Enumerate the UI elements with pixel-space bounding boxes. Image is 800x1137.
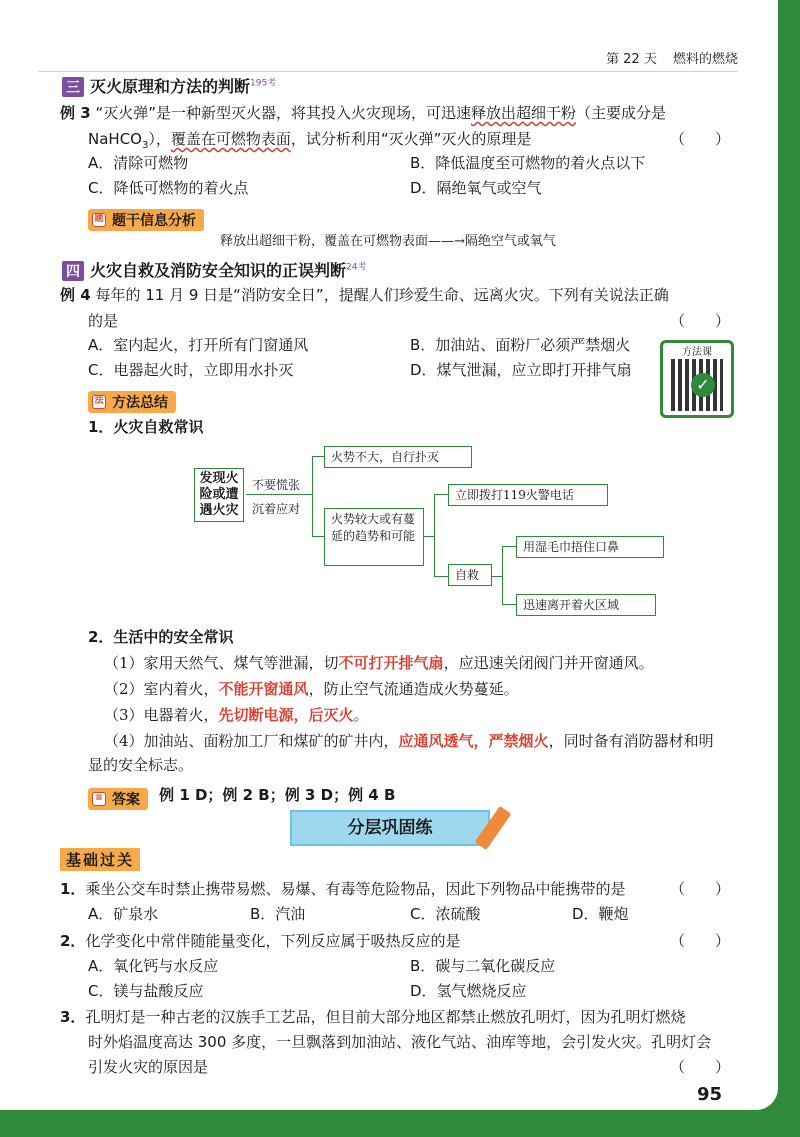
question-2-option-b: B．碳与二氧化碳反应 bbox=[410, 957, 556, 975]
qr-code-card[interactable] bbox=[660, 340, 734, 418]
tree-branch-h1 bbox=[312, 456, 324, 457]
tree-branch-h2 bbox=[312, 536, 324, 537]
example-3-option-a: A．清除可燃物 bbox=[88, 154, 189, 172]
question-3-label: 3． bbox=[60, 1008, 86, 1026]
tree-call-119: 立即拨打119火警电话 bbox=[448, 484, 608, 506]
example-3-text2b: ）， bbox=[148, 130, 171, 148]
section-4-count: 24考 bbox=[346, 262, 367, 273]
example-4-text1: 每年的 11 月 9 日是“消防安全日”，提醒人们珍爱生命、远离火灾。下列有关说法正确 bbox=[95, 286, 669, 304]
question-2-text: 化学变化中常伴随能量变化，下列反应属于吸热反应的是 bbox=[85, 932, 461, 950]
section-3-title bbox=[62, 74, 276, 97]
safety-item-2-a: （2）室内着火， bbox=[104, 680, 219, 698]
formula-base: NaHCO bbox=[88, 130, 142, 148]
example-3-option-b: B．降低温度至可燃物的着火点以下 bbox=[410, 154, 646, 172]
example-4-line2: 的是 bbox=[88, 312, 119, 330]
section-3-text: 灭火原理和方法的判断 bbox=[90, 77, 251, 96]
question-3-answer-blank: （ ） bbox=[669, 1058, 730, 1076]
question-1-label: 1． bbox=[60, 880, 86, 898]
header-day: 第 22 天 bbox=[606, 52, 657, 67]
safety-item-3-a: （3）电器着火， bbox=[104, 706, 219, 724]
example-4-option-c: C．电器起火时，立即用水扑灭 bbox=[88, 361, 294, 379]
section-3-badge: 三 bbox=[62, 77, 84, 97]
tree-branch-h7 bbox=[502, 546, 516, 547]
analysis-icon: 题 bbox=[92, 213, 106, 227]
safety-item-2-key: 不能开窗通风 bbox=[218, 680, 309, 698]
example-3-text2c: ，试分析利用“灭火弹”灭火的原理是 bbox=[290, 130, 532, 148]
safety-item-3-b: 。 bbox=[353, 706, 369, 724]
question-2-option-a: A．氧化钙与水反应 bbox=[88, 957, 219, 975]
tree-mid-2: 沉着应对 bbox=[252, 502, 301, 516]
method-tag bbox=[88, 388, 176, 413]
tree-branch-v3 bbox=[502, 546, 503, 604]
example-4-line1 bbox=[60, 284, 750, 306]
answer-text: 例 1 D；例 2 B；例 3 D；例 4 B bbox=[159, 786, 396, 804]
question-1-option-a: A．矿泉水 bbox=[88, 905, 159, 923]
question-1-option-b: B．汽油 bbox=[250, 905, 306, 923]
example-3-option-c: C．降低可燃物的着火点 bbox=[88, 179, 249, 197]
safety-item-4 bbox=[104, 730, 714, 752]
question-1-answer-blank: （ ） bbox=[669, 880, 730, 898]
tree-towel: 用湿毛巾捂住口鼻 bbox=[516, 536, 664, 558]
safety-item-1-key: 不可打开排气扇 bbox=[338, 654, 444, 672]
safety-item-1-a: （1）家用天然气、煤气等泄漏，切 bbox=[104, 654, 339, 672]
analysis-text: 释放出超细干粉，覆盖在可燃物表面——→隔绝空气或氧气 bbox=[220, 234, 556, 249]
method-heading-2: 2．生活中的安全常识 bbox=[88, 628, 234, 646]
tree-leave: 迅速离开着火区域 bbox=[516, 594, 656, 616]
qr-label: 方法课 bbox=[682, 347, 712, 358]
question-1-text: 乘坐公交车时禁止携带易燃、易爆、有毒等危险物品，因此下列物品中能携带的是 bbox=[85, 880, 626, 898]
example-3-line1 bbox=[60, 102, 750, 124]
example-3-highlight1: 释放出超细干粉 bbox=[471, 104, 577, 122]
tree-root: 发现火险或遭遇火灾 bbox=[194, 468, 244, 522]
example-4-answer-blank: （ ） bbox=[669, 312, 730, 330]
example-3-highlight2: 覆盖在可燃物表面 bbox=[170, 130, 291, 148]
tree-branch-h3 bbox=[424, 536, 434, 537]
tree-big-fire: 火势较大或有蔓延的趋势和可能 bbox=[324, 508, 424, 566]
tree-self-rescue: 自救 bbox=[448, 564, 492, 586]
tree-mid-1: 不要慌张 bbox=[252, 478, 301, 492]
answer-row bbox=[88, 784, 395, 810]
safety-item-1-b: ，应迅速关闭阀门并开窗通风。 bbox=[443, 654, 654, 672]
tree-branch-h5 bbox=[434, 576, 448, 577]
safety-item-1 bbox=[104, 652, 654, 674]
question-2 bbox=[60, 930, 670, 952]
question-2-option-c: C．镁与盐酸反应 bbox=[88, 982, 204, 1000]
question-2-label: 2． bbox=[60, 932, 86, 950]
question-1-option-c: C．浓硫酸 bbox=[410, 905, 481, 923]
example-4-label: 例 4 bbox=[60, 286, 91, 304]
question-3-text1: 孔明灯是一种古老的汉族手工艺品，但目前大部分地区都禁止燃放孔明灯，因为孔明灯燃烧 bbox=[85, 1008, 686, 1026]
analysis-tag bbox=[88, 206, 204, 231]
header-topic: 燃料的燃烧 bbox=[672, 52, 738, 67]
safety-item-3 bbox=[104, 704, 369, 726]
formula-sub: 3 bbox=[141, 140, 149, 151]
method-heading-1: 1．火灾自救常识 bbox=[88, 418, 204, 436]
section-3-count: 195考 bbox=[250, 78, 277, 89]
safety-item-4-cont: 显的安全标志。 bbox=[88, 756, 194, 774]
example-4-option-d: D．煤气泄漏，应立即打开排气扇 bbox=[410, 361, 632, 379]
question-2-option-d: D．氢气燃烧反应 bbox=[410, 982, 527, 1000]
question-3-line3: 引发火灾的原因是 bbox=[88, 1058, 209, 1076]
example-3-text1-end: （主要成分是 bbox=[576, 104, 667, 122]
example-3-answer-blank: （ ） bbox=[669, 130, 730, 148]
tree-small-fire: 火势不大，自行扑灭 bbox=[324, 446, 472, 468]
section-4-text: 火灾自救及消防安全知识的正误判断 bbox=[90, 261, 347, 280]
question-1-option-d: D．鞭炮 bbox=[572, 905, 629, 923]
example-4-option-a: A．室内起火，打开所有门窗通风 bbox=[88, 336, 309, 354]
safety-item-2-b: ，防止空气流通造成火势蔓延。 bbox=[308, 680, 519, 698]
method-tag-label: 方法总结 bbox=[112, 395, 168, 411]
safety-item-2 bbox=[104, 678, 519, 700]
safety-item-3-key: 先切断电源，后灭火 bbox=[218, 706, 354, 724]
example-3-label: 例 3 bbox=[60, 104, 91, 122]
safety-item-4-b: ，同时备有消防器材和明 bbox=[548, 732, 714, 750]
example-3-option-d: D．隔绝氧气或空气 bbox=[410, 179, 542, 197]
section-4-title bbox=[62, 258, 366, 281]
layered-practice-banner: 分层巩固练 bbox=[290, 810, 490, 846]
question-3-line2: 时外焰温度高达 300 多度，一旦飘落到加油站、液化气站、油库等地，会引发火灾。孔明灯会 bbox=[88, 1033, 712, 1051]
tree-connector-root bbox=[246, 494, 312, 495]
question-3-line1 bbox=[60, 1006, 750, 1028]
page-number: 95 bbox=[696, 1084, 722, 1105]
basic-level-tag: 基础过关 bbox=[60, 848, 140, 871]
calendar-icon: ≡ bbox=[92, 792, 106, 806]
safety-item-4-key: 应通风透气，严禁烟火 bbox=[398, 732, 549, 750]
tree-branch-h6 bbox=[492, 576, 502, 577]
answer-tag-label: 答案 bbox=[112, 792, 140, 808]
analysis-tag-label: 题干信息分析 bbox=[112, 213, 196, 229]
example-4-option-b: B．加油站、面粉厂必须严禁烟火 bbox=[410, 336, 631, 354]
section-4-badge: 四 bbox=[62, 261, 84, 281]
safety-item-4-a: （4）加油站、面粉加工厂和煤矿的矿井内， bbox=[104, 732, 399, 750]
method-icon: 法 bbox=[92, 395, 106, 409]
example-3-text1: “灭火弹”是一种新型灭火器，将其投入火灾现场，可迅速 bbox=[95, 104, 471, 122]
tree-branch-v1 bbox=[312, 456, 313, 536]
checkmark-icon: ✓ bbox=[691, 373, 715, 397]
tree-branch-v2 bbox=[434, 494, 435, 576]
question-1 bbox=[60, 878, 670, 900]
tree-branch-h8 bbox=[502, 604, 516, 605]
question-2-answer-blank: （ ） bbox=[669, 932, 730, 950]
page-header bbox=[38, 48, 738, 72]
tree-branch-h4 bbox=[434, 494, 448, 495]
